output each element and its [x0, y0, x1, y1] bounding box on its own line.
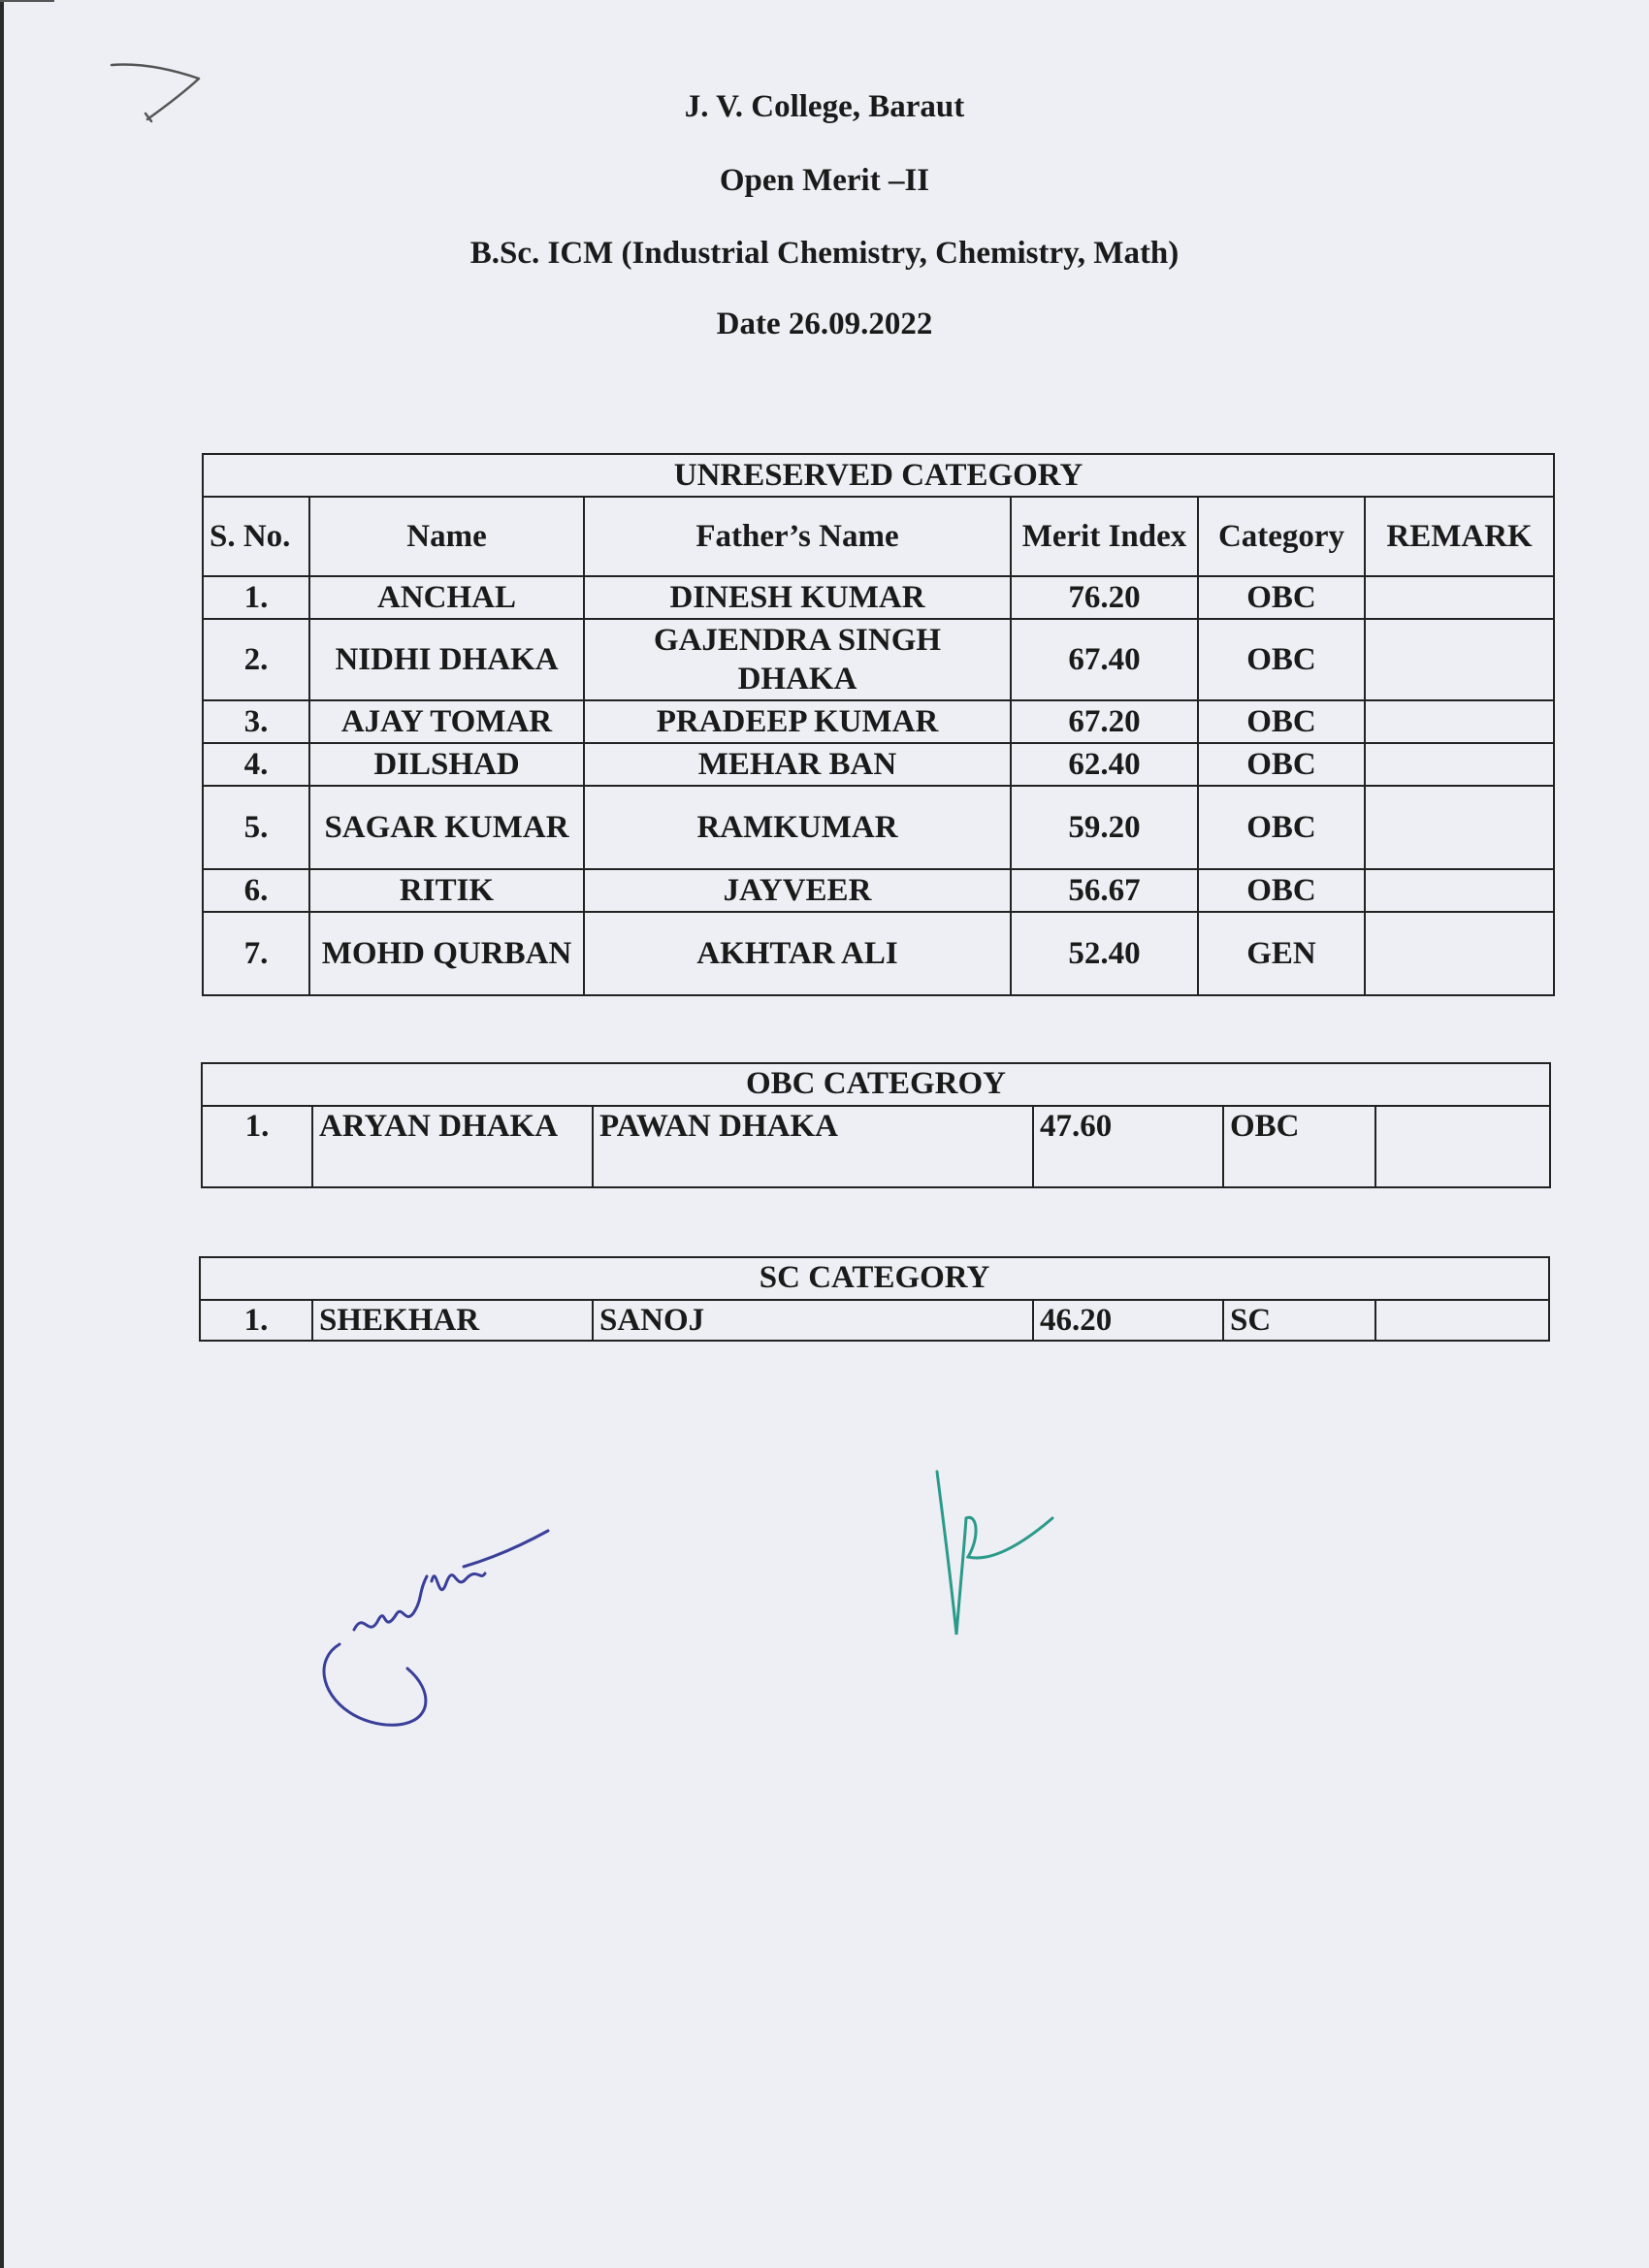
- row-name: ARYAN DHAKA: [312, 1106, 593, 1187]
- row-sno: 3.: [203, 700, 309, 743]
- list-date: Date 26.09.2022: [716, 307, 933, 341]
- column-header-merit: Merit Index: [1011, 497, 1198, 576]
- row-category: OBC: [1198, 576, 1365, 619]
- sc-table: [199, 1256, 1550, 1342]
- table-row: [203, 912, 1554, 995]
- row-father: PAWAN DHAKA: [593, 1106, 1033, 1187]
- table-row: [203, 700, 1554, 743]
- row-sno: 1.: [202, 1106, 312, 1187]
- row-sno: 1.: [200, 1300, 312, 1341]
- list-title: Open Merit –II: [719, 163, 930, 198]
- table-row: [200, 1300, 1549, 1341]
- row-merit: 59.20: [1011, 786, 1198, 869]
- table-row: [203, 786, 1554, 869]
- column-header-category: Category: [1198, 497, 1365, 576]
- row-name: NIDHI DHAKA: [309, 619, 584, 700]
- row-remark: [1365, 912, 1554, 995]
- row-father: JAYVEER: [584, 869, 1011, 912]
- row-category: SC: [1223, 1300, 1375, 1341]
- row-category: OBC: [1198, 743, 1365, 786]
- row-father: MEHAR BAN: [584, 743, 1011, 786]
- row-remark: [1365, 786, 1554, 869]
- obc-table: [201, 1062, 1551, 1188]
- column-header-father: Father’s Name: [584, 497, 1011, 576]
- row-remark: [1365, 869, 1554, 912]
- scan-top-line: [0, 0, 54, 2]
- table-row: [203, 743, 1554, 786]
- table-row: [202, 1106, 1550, 1187]
- row-merit: 67.40: [1011, 619, 1198, 700]
- column-header-remark: REMARK: [1365, 497, 1554, 576]
- row-sno: 7.: [203, 912, 309, 995]
- row-father: PRADEEP KUMAR: [584, 700, 1011, 743]
- signature-left: [310, 1513, 563, 1756]
- sc-caption: SC CATEGORY: [200, 1257, 1549, 1300]
- unreserved-table: [202, 453, 1555, 996]
- column-header-name: Name: [309, 497, 584, 576]
- row-sno: 2.: [203, 619, 309, 700]
- row-category: OBC: [1223, 1106, 1375, 1187]
- table-row: [203, 576, 1554, 619]
- row-name: RITIK: [309, 869, 584, 912]
- row-remark: [1365, 743, 1554, 786]
- row-father: AKHTAR ALI: [584, 912, 1011, 995]
- row-name: SHEKHAR: [312, 1300, 593, 1341]
- row-category: OBC: [1198, 700, 1365, 743]
- row-father: GAJENDRA SINGH DHAKA: [584, 619, 1011, 700]
- row-category: OBC: [1198, 619, 1365, 700]
- row-merit: 47.60: [1033, 1106, 1223, 1187]
- row-sno: 5.: [203, 786, 309, 869]
- row-name: MOHD QURBAN: [309, 912, 584, 995]
- signature-right: [922, 1460, 1057, 1644]
- unreserved-caption: UNRESERVED CATEGORY: [203, 454, 1554, 497]
- row-name: AJAY TOMAR: [309, 700, 584, 743]
- row-father: SANOJ: [593, 1300, 1033, 1341]
- row-remark: [1375, 1106, 1550, 1187]
- column-header-sno: S. No.: [203, 497, 309, 576]
- row-merit: 56.67: [1011, 869, 1198, 912]
- obc-caption: OBC CATEGROY: [202, 1063, 1550, 1106]
- row-name: SAGAR KUMAR: [309, 786, 584, 869]
- row-remark: [1365, 619, 1554, 700]
- row-merit: 76.20: [1011, 576, 1198, 619]
- course-title: B.Sc. ICM (Industrial Chemistry, Chemistry, Math): [469, 236, 1180, 271]
- row-name: ANCHAL: [309, 576, 584, 619]
- row-sno: 6.: [203, 869, 309, 912]
- row-category: OBC: [1198, 869, 1365, 912]
- row-sno: 1.: [203, 576, 309, 619]
- row-merit: 52.40: [1011, 912, 1198, 995]
- row-remark: [1365, 576, 1554, 619]
- row-category: GEN: [1198, 912, 1365, 995]
- row-father: RAMKUMAR: [584, 786, 1011, 869]
- row-sno: 4.: [203, 743, 309, 786]
- row-name: DILSHAD: [309, 743, 584, 786]
- college-name: J. V. College, Baraut: [684, 89, 965, 124]
- table-row: [203, 619, 1554, 700]
- row-remark: [1365, 700, 1554, 743]
- row-merit: 62.40: [1011, 743, 1198, 786]
- row-remark: [1375, 1300, 1549, 1341]
- row-category: OBC: [1198, 786, 1365, 869]
- row-father: DINESH KUMAR: [584, 576, 1011, 619]
- row-merit: 67.20: [1011, 700, 1198, 743]
- table-row: [203, 869, 1554, 912]
- row-merit: 46.20: [1033, 1300, 1223, 1341]
